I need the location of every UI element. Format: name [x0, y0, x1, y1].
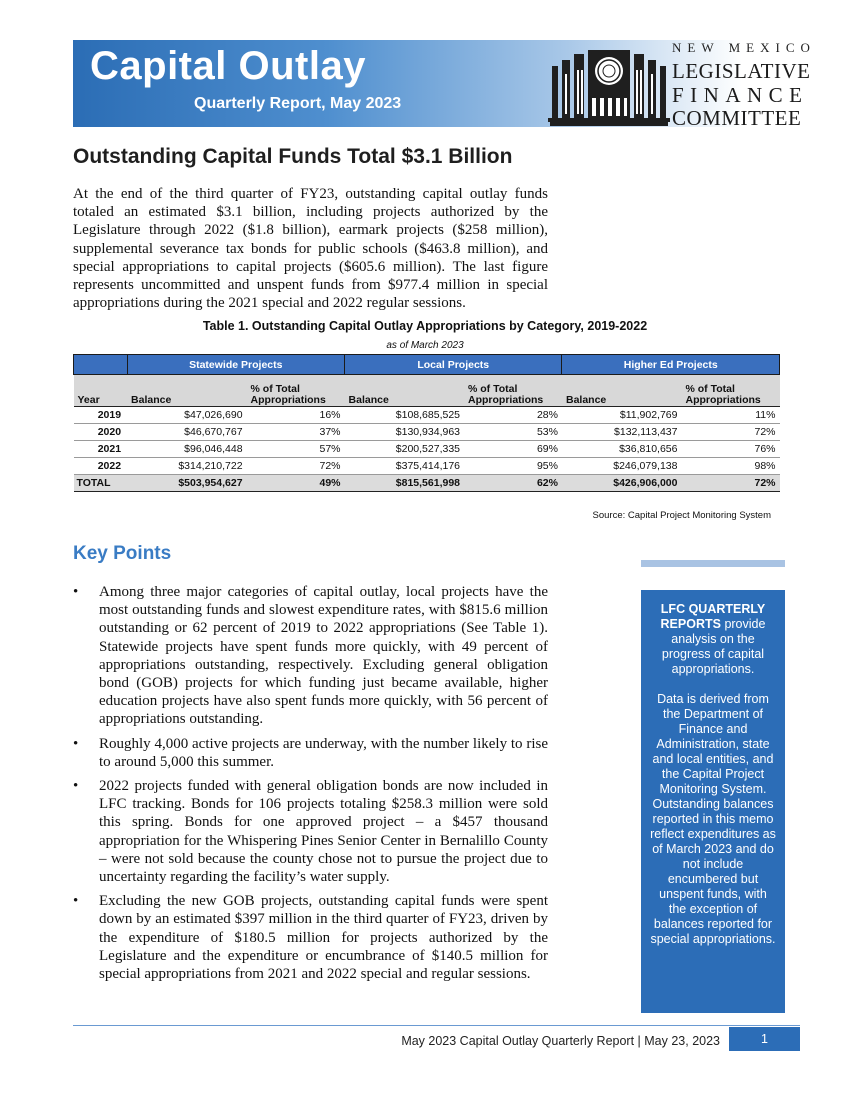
- page-number: 1: [729, 1027, 800, 1051]
- cell-year: 2020: [74, 424, 128, 441]
- cell-statewide-balance: $96,046,448: [127, 441, 247, 458]
- cell-statewide-pct: 49%: [247, 475, 345, 492]
- logo-committee: COMMITTEE: [672, 106, 802, 130]
- table-title: Table 1. Outstanding Capital Outlay Appropriations by Category, 2019-2022: [202, 319, 648, 333]
- cell-local-pct: 69%: [464, 441, 562, 458]
- cell-statewide-pct: 57%: [247, 441, 345, 458]
- cell-statewide-balance: $47,026,690: [127, 407, 247, 424]
- logo-new-mexico: NEW MEXICO: [672, 40, 816, 55]
- cell-year: 2021: [74, 441, 128, 458]
- cell-higher-ed-balance: $246,079,138: [562, 458, 682, 475]
- bullet-icon: •: [73, 584, 79, 600]
- footer-divider: [73, 1025, 800, 1026]
- cell-local-pct: 53%: [464, 424, 562, 441]
- cell-local-pct: 28%: [464, 407, 562, 424]
- sidebar-cap: [641, 560, 785, 567]
- table-row: [74, 458, 780, 475]
- col-year: Year: [74, 375, 128, 407]
- report-title: Capital Outlay: [90, 44, 366, 88]
- cell-statewide-balance: $314,210,722: [127, 458, 247, 475]
- cell-higher-ed-balance: $36,810,656: [562, 441, 682, 458]
- cell-higher-ed-pct: 76%: [681, 441, 779, 458]
- cell-year: 2022: [74, 458, 128, 475]
- cell-local-pct: 95%: [464, 458, 562, 475]
- cell-higher-ed-pct: 72%: [681, 475, 779, 492]
- sidebar-bold-lead: LFC QUARTERLY REPORTS: [660, 602, 766, 631]
- list-item: [73, 777, 548, 886]
- cell-higher-ed-pct: 11%: [681, 407, 779, 424]
- table-row: [74, 424, 780, 441]
- cell-local-balance: $200,527,335: [345, 441, 465, 458]
- list-item: [73, 583, 548, 729]
- cell-local-balance: $815,561,998: [345, 475, 465, 492]
- key-points-list: [73, 583, 548, 989]
- logo-finance: FINANCE: [672, 83, 809, 107]
- col-pct: % of Total Appropriations: [681, 375, 779, 407]
- table-subtitle: as of March 2023: [386, 340, 464, 351]
- footer-text: May 2023 Capital Outlay Quarterly Report | May 23, 2023: [401, 1034, 720, 1048]
- cell-local-balance: $108,685,525: [345, 407, 465, 424]
- col-pct: % of Total Appropriations: [464, 375, 562, 407]
- capitol-building-logo-icon: [548, 44, 670, 126]
- appropriations-table: [73, 354, 780, 492]
- col-balance: Balance: [127, 375, 247, 407]
- cell-statewide-balance: $46,670,767: [127, 424, 247, 441]
- group-header-blank: [74, 355, 128, 375]
- cell-local-pct: 62%: [464, 475, 562, 492]
- col-pct: % of Total Appropriations: [247, 375, 345, 407]
- bullet-icon: •: [73, 893, 79, 910]
- table-row: [74, 407, 780, 424]
- cell-local-balance: $130,934,963: [345, 424, 465, 441]
- logo-legislative: LEGISLATIVE: [672, 59, 811, 83]
- section-heading: Outstanding Capital Funds Total $3.1 Billion: [73, 145, 513, 168]
- list-item: [73, 892, 548, 983]
- table-column-header: [74, 375, 780, 407]
- cell-year: TOTAL: [74, 475, 128, 492]
- group-header-local: Local Projects: [345, 355, 562, 375]
- table-group-header: [74, 355, 780, 375]
- sidebar-paragraph: [649, 602, 777, 677]
- list-item-text: Among three major categories of capital outlay, local projects have the most outstanding funds and slowest expenditure rates, with $815.6 million outstanding or 62 percent of 2019 to 2022 appropriations (See Table 1). Statewide projects have spent funds more quickly, with 49 percent of appropriations outstanding, respectively. Excluding general obligation bond (GOB) projects for which funding just became available, higher education projects have also spent funds more quickly, with 56 percent of appropriations outstanding.: [99, 584, 548, 728]
- group-header-statewide: Statewide Projects: [127, 355, 344, 375]
- table-source: Source: Capital Project Monitoring System: [592, 510, 771, 521]
- cell-statewide-balance: $503,954,627: [127, 475, 247, 492]
- cell-local-balance: $375,414,176: [345, 458, 465, 475]
- cell-statewide-pct: 16%: [247, 407, 345, 424]
- intro-paragraph: At the end of the third quarter of FY23, outstanding capital outlay funds totaled an estimated $3.1 billion, including projects authorized by the Legislature through 2022 ($1.8 billion), earmark projects ($258 million), supplemental severance tax bonds for public schools ($463.8 million), and special appropriations to capital projects ($605.6 million). The last figure represents uncommitted and unspent funds from $977.4 million in special appropriations during the 2021 special and 2022 regular sessions.: [73, 186, 548, 312]
- report-subtitle: Quarterly Report, May 2023: [194, 95, 402, 112]
- list-item: [73, 735, 548, 771]
- cell-higher-ed-pct: 72%: [681, 424, 779, 441]
- table-total-row: [74, 475, 780, 492]
- col-balance: Balance: [345, 375, 465, 407]
- bullet-icon: •: [73, 735, 79, 752]
- cell-statewide-pct: 72%: [247, 458, 345, 475]
- cell-higher-ed-balance: $11,902,769: [562, 407, 682, 424]
- cell-year: 2019: [74, 407, 128, 424]
- key-points-heading: Key Points: [73, 543, 172, 564]
- sidebar-paragraph: Data is derived from the Department of Finance and Administration, state and local entities, and the Capital Project Monitoring System. Outstanding balances reported in this memo reflect expenditures as of March 2023 and do not include encumbered but unspent funds, with the exception of balances reported for special appropriations.: [650, 692, 776, 946]
- table-row: [74, 441, 780, 458]
- list-item-text: Excluding the new GOB projects, outstanding capital funds were spent down by an estimated $397 million in the third quarter of FY23, driven by the expenditure of $180.5 million for projects authorized by the Legislature and the expenditure or encumbrance of $140.5 million for special appropriations from 2021 and 2022 special and regular sessions.: [99, 893, 548, 983]
- sidebar-text: provide analysis on the progress of capital appropriations.: [661, 617, 766, 676]
- list-item-text: 2022 projects funded with general obligation bonds are now included in LFC tracking. Bonds for 106 projects totaling $258.3 million were sold this spring. Bonds for one approved project – a $457 thousand appropriation for the Whispering Pines Senior Center in Bernalillo County – were not sold because the county chose not to pursue the project due to uncertainty regarding the facility’s water supply.: [99, 778, 548, 886]
- list-item-text: Roughly 4,000 active projects are underway, with the number likely to rise to around 5,000 this summer.: [99, 735, 548, 770]
- cell-higher-ed-pct: 98%: [681, 458, 779, 475]
- sidebar-note: [641, 590, 785, 1013]
- bullet-icon: •: [73, 778, 79, 795]
- cell-higher-ed-balance: $132,113,437: [562, 424, 682, 441]
- cell-higher-ed-balance: $426,906,000: [562, 475, 682, 492]
- col-balance: Balance: [562, 375, 682, 407]
- cell-statewide-pct: 37%: [247, 424, 345, 441]
- group-header-higher-ed: Higher Ed Projects: [562, 355, 780, 375]
